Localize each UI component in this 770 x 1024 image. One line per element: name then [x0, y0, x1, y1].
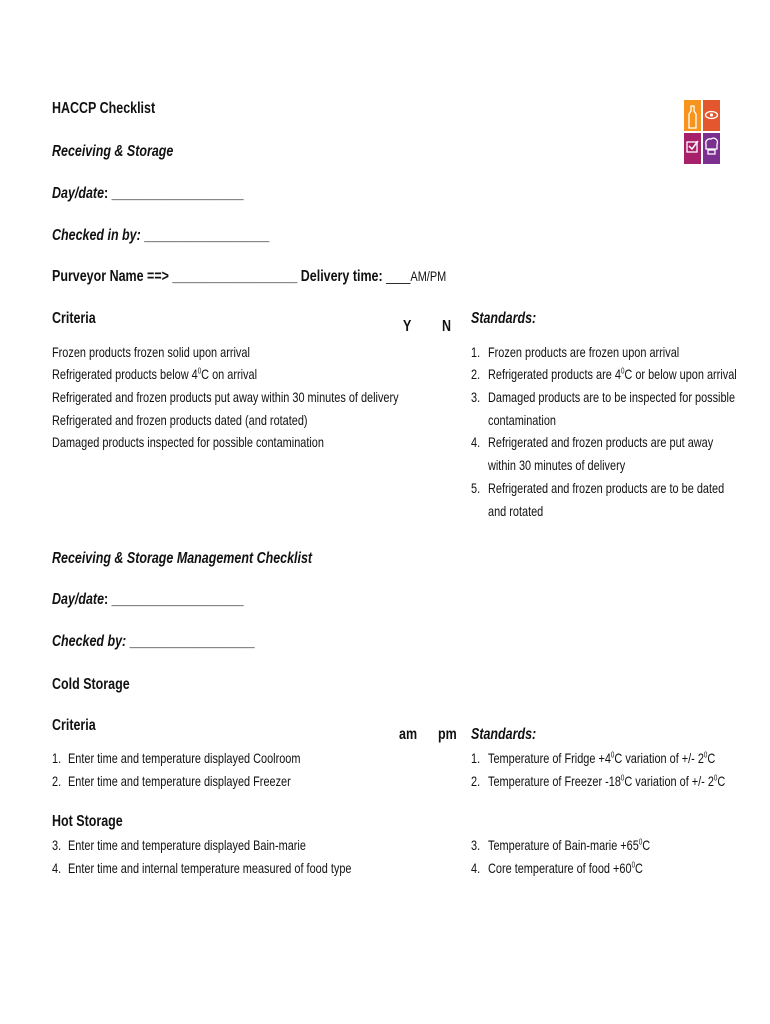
standard-item-3-cont: contamination: [488, 412, 556, 428]
daydate-line-2: Day/date: ___________________: [52, 591, 244, 608]
cold-storage-heading: Cold Storage: [52, 676, 130, 693]
standards-heading-1: Standards:: [471, 310, 537, 327]
daydate-label-2: Day/date: [52, 591, 105, 608]
standard-num-2: 2.: [471, 366, 481, 382]
delivery-time-label: Delivery time:: [300, 268, 383, 285]
standard-item-3: Damaged products are to be inspected for possible: [488, 389, 736, 405]
criteria-item-4: Refrigerated and frozen products dated (and rotated): [52, 412, 308, 428]
daydate-label: Day/date: [52, 185, 105, 202]
logo-tile-1: [684, 100, 701, 131]
criteria-item-5: Damaged products inspected for possible contamination: [52, 434, 324, 450]
cold-criteria-num-2: 2.: [52, 773, 62, 789]
hot-standard-item-3: Temperature of Bain-marie $+65^0C$: [488, 837, 651, 853]
cold-standard-num-2: 2.: [471, 773, 481, 789]
hot-storage-heading: Hot Storage: [52, 813, 123, 830]
criteria-heading-1: Criteria: [52, 310, 96, 327]
standards-heading-2: Standards:: [471, 726, 537, 743]
daydate-line-1: Day/date: ___________________: [52, 185, 244, 202]
cold-criteria-num-1: 1.: [52, 750, 62, 766]
standard-num-4: 4.: [471, 434, 481, 450]
purveyor-line: [52, 268, 446, 286]
delivery-time-field[interactable]: ____: [386, 268, 411, 284]
daydate-field[interactable]: ___________________: [111, 185, 244, 202]
section-heading-receiving: Receiving & Storage: [52, 143, 174, 160]
hot-criteria-num-4: 4.: [52, 860, 62, 876]
y-column-header: Y: [403, 318, 412, 335]
n-column-header: N: [442, 318, 452, 335]
section-heading-management: Receiving & Storage Management Checklist: [52, 550, 313, 567]
checked-by-field[interactable]: __________________: [129, 633, 255, 650]
standard-item-2: Refrigerated products are $4^0C$ or below upon arrival: [488, 366, 737, 382]
standard-item-5-cont: and rotated: [488, 503, 544, 519]
cold-criteria-item-2: Enter time and temperature displayed Freezer: [68, 773, 291, 789]
cold-standard-num-1: 1.: [471, 750, 481, 766]
cold-criteria-item-1: Enter time and temperature displayed Coolroom: [68, 750, 301, 766]
criteria-item-3: Refrigerated and frozen products put away within 30 minutes of delivery: [52, 389, 399, 405]
cold-standard-item-2: Temperature of Freezer $-18^0C$ variation of +/- $2^0C$: [488, 773, 726, 789]
checked-in-field[interactable]: __________________: [144, 227, 270, 244]
standard-num-5: 5.: [471, 480, 481, 496]
hot-standard-item-4: Core temperature of food $+60^0C$: [488, 860, 643, 876]
daydate-field-2[interactable]: ___________________: [111, 591, 244, 608]
hot-criteria-num-3: 3.: [52, 837, 62, 853]
hot-standard-num-3: 3.: [471, 837, 481, 853]
pm-column-header: pm: [438, 726, 457, 743]
page-title: HACCP Checklist: [52, 100, 156, 117]
hot-criteria-item-3: Enter time and temperature displayed Bain-marie: [68, 837, 306, 853]
checked-by-line: [52, 633, 255, 651]
criteria-item-2: Refrigerated products below $4^0C$ on arrival: [52, 366, 258, 382]
checked-in-label: Checked in by:: [52, 227, 141, 244]
cold-standard-item-1: Temperature of Fridge $+4^0C$ variation of +/- $2^0C$: [488, 750, 716, 766]
criteria-item-1: Frozen products frozen solid upon arrival: [52, 344, 250, 360]
ampm-label: AM/PM: [410, 268, 447, 284]
hot-standard-num-4: 4.: [471, 860, 481, 876]
standard-item-5: Refrigerated and frozen products are to be dated: [488, 480, 725, 496]
checked-by-label: Checked by:: [52, 633, 127, 650]
purveyor-label: Purveyor Name ==>: [52, 268, 169, 285]
standard-item-1: Frozen products are frozen upon arrival: [488, 344, 680, 360]
standard-item-4-cont: within 30 minutes of delivery: [488, 457, 626, 473]
am-column-header: am: [399, 726, 418, 743]
standard-num-3: 3.: [471, 389, 481, 405]
haccp-logo: [684, 100, 720, 164]
hot-criteria-item-4: Enter time and internal temperature measured of food type: [68, 860, 352, 876]
standard-item-4: Refrigerated and frozen products are put away: [488, 434, 714, 450]
criteria-heading-2: Criteria: [52, 717, 96, 734]
purveyor-field[interactable]: __________________: [172, 268, 298, 285]
standard-num-1: 1.: [471, 344, 481, 360]
checked-in-line: [52, 227, 269, 245]
